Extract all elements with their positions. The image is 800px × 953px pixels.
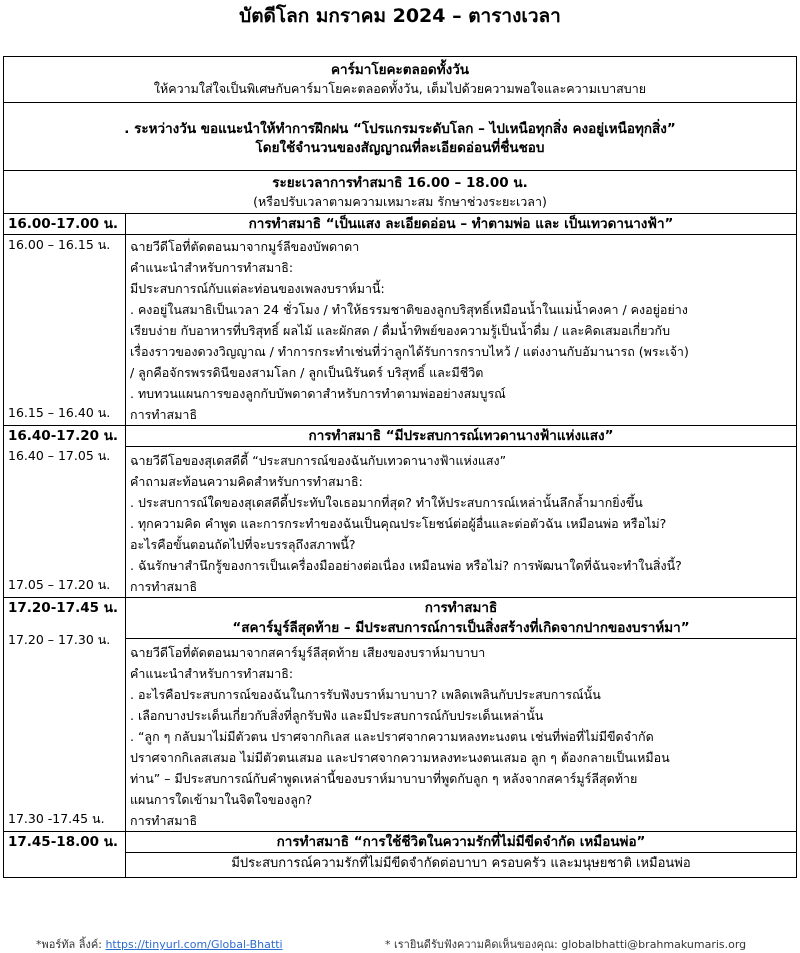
page-title: บัตดีโลก มกราคม 2024 – ตารางเวลา bbox=[239, 5, 561, 27]
session-1-end: 16.15 – 16.40 น. bbox=[8, 405, 111, 420]
session-3-content bbox=[126, 639, 797, 832]
period-note: (หรือปรับเวลาตามความเหมาะสม รักษาช่วงระยะเวลา) bbox=[253, 194, 547, 209]
session-3-header bbox=[4, 598, 797, 639]
intro-row bbox=[4, 57, 797, 103]
session-3-start: 17.20 – 17.30 น. bbox=[8, 632, 111, 647]
session-line: ฉายวีดีโอที่ตัดตอนมาจากสคาร์มูร์ลีสุดท้าย เสียงของบราห์มาบาบา bbox=[130, 645, 486, 660]
session-1-time: 16.00-17.00 น. bbox=[4, 214, 126, 235]
session-2-time: 16.40-17.20 น. bbox=[8, 428, 119, 444]
session-line: . คงอยู่ในสมาธิเป็นเวลา 24 ชั่วโมง / ทำให้ธรรมชาติของลูกบริสุทธิ์เหมือนน้ำในแม่น้ำคงคา / คงอยู่อย่าง bbox=[130, 302, 688, 317]
session-4-time: 17.45-18.00 น. bbox=[4, 832, 126, 878]
period-heading: ระยะเวลาการทำสมาธิ 16.00 – 18.00 น. bbox=[272, 175, 528, 191]
session-line: . เลือกบางประเด็นเกี่ยวกับสิ่งที่ลูกรับฟัง และมีประสบการณ์กับประเด็นเหล่านั้น bbox=[130, 708, 544, 723]
session-4-header bbox=[4, 832, 797, 853]
session-line: การทำสมาธิ bbox=[130, 579, 198, 594]
footer-feedback: * เรายินดีรับฟังความคิดเห็นของคุณ: globalbhatti@brahmakumaris.org bbox=[385, 938, 747, 951]
practice-row bbox=[4, 103, 797, 171]
period-row bbox=[4, 171, 797, 214]
session-1-start: 16.00 – 16.15 น. bbox=[8, 237, 111, 252]
session-line: ท่าน” – มีประสบการณ์กับคำพูดเหล่านี้ของบราห์มาบาบาที่พูดกับลูก ๆ หลังจากสคาร์มูร์ลีสุดท้าย bbox=[130, 771, 638, 786]
session-3-title: การทำสมาธิ bbox=[424, 600, 498, 616]
session-line: คำถามสะท้อนความคิดสำหรับการทำสมาธิ: bbox=[130, 474, 363, 489]
session-3-title-cell bbox=[126, 598, 797, 639]
session-line: . ประสบการณ์ใดของสุเดสดีดี้ประทับใจเธอมากที่สุด? ทำให้ประสบการณ์เหล่านั้นลึกล้ำมากยิ่งขึ้น bbox=[130, 495, 643, 510]
session-line: / ลูกคือจักรพรรดินีของสามโลก / ลูกเป็นนิรันดร์ บริสุทธิ์ และมีชีวิต bbox=[130, 365, 484, 380]
session-line: ฉายวีดีโอของสุเดสดีดี้ “ประสบการณ์ของฉันกับเทวดานางฟ้าแห่งแสง” bbox=[130, 453, 507, 468]
session-line: เรียบง่าย กับอาหารที่บริสุทธิ์ ผลไม้ และผักสด / ดื่มน้ำทิพย์ของความรู้เป็นน้ำดื่ม / และคิดเสมอเกี่ยวกับ bbox=[130, 323, 671, 338]
session-3-end: 17.30 -17.45 น. bbox=[8, 811, 105, 826]
session-3-subtitle: “สคาร์มูร์ลีสุดท้าย – มีประสบการณ์การเป็นสิ่งสร้างที่เกิดจากปากของบราห์มา” bbox=[232, 620, 690, 636]
portal-link[interactable]: https://tinyurl.com/Global-Bhatti bbox=[105, 938, 283, 951]
session-1-content bbox=[126, 235, 797, 426]
session-line: ฉายวีดีโอที่ตัดตอนมาจากมูร์ลีของบัพดาดา bbox=[130, 239, 360, 254]
practice-line-2: โดยใช้จำนวนของสัญญาณที่ละเอียดอ่อนที่ชื่นชอบ bbox=[255, 140, 545, 156]
session-4-title: การทำสมาธิ “การใช้ชีวิตในความรักที่ไม่มีขีดจำกัด เหมือนพ่อ” bbox=[126, 832, 797, 853]
session-line: . อะไรคือประสบการณ์ของฉันในการรับฟังบราห์มาบาบา? เพลิดเพลินกับประสบการณ์นั้น bbox=[130, 687, 601, 702]
session-line: เรื่องราวของดวงวิญญาณ / ทำการกระทำเช่นที่ว่าลูกได้รับการกราบไหว้ / แต่งงานกับอัมานารถ (พระเจ้า) bbox=[130, 344, 689, 359]
intro-line: ให้ความใส่ใจเป็นพิเศษกับคาร์มาโยคะตลอดทั้งวัน, เต็มไปด้วยความพอใจและความเบาสบาย bbox=[153, 81, 647, 96]
session-line: คำแนะนำสำหรับการทำสมาธิ: bbox=[130, 666, 294, 681]
session-line: มีประสบการณ์กับแต่ละท่อนของเพลงบราห์มานี้: bbox=[130, 281, 385, 296]
session-3-times bbox=[4, 598, 126, 832]
session-1-title: การทำสมาธิ “เป็นแสง ละเอียดอ่อน – ทำตามพ่อ และ เป็นเทวดานางฟ้า” bbox=[126, 214, 797, 235]
session-line: การทำสมาธิ bbox=[130, 813, 198, 828]
practice-line-1: . ระหว่างวัน ขอแนะนำให้ทำการฝึกฝน “โปรแกรมระดับโลก – ไปเหนือทุกสิ่ง คงอยู่เหนือทุกสิ่ง” bbox=[124, 121, 676, 137]
session-line: การทำสมาธิ bbox=[130, 407, 198, 422]
session-1-header bbox=[4, 214, 797, 235]
intro-heading: คาร์มาโยคะตลอดทั้งวัน bbox=[331, 62, 469, 78]
session-line: . “ลูก ๆ กลับมาไม่มีตัวตน ปราศจากกิเลส และปราศจากความหลงทะนงตน เช่นที่พ่อที่ไม่มีขีดจำกัด bbox=[130, 729, 654, 744]
session-line: . ทบทวนแผนการของลูกกับบัพดาดาสำหรับการทำตามพ่ออย่างสมบูรณ์ bbox=[130, 386, 506, 401]
session-4-closing: มีประสบการณ์ความรักที่ไม่มีขีดจำกัดต่อบาบา ครอบครัว และมนุษยชาติ เหมือนพ่อ bbox=[126, 853, 797, 878]
footer-portal-label: *พอร์ทัล ลิ้งค์: bbox=[36, 938, 106, 951]
footer-portal bbox=[36, 935, 283, 953]
session-1-times bbox=[4, 235, 126, 426]
session-2-times bbox=[4, 426, 126, 598]
session-2-content bbox=[126, 447, 797, 598]
session-line: ปราศจากกิเลสเสมอ ไม่มีตัวตนเสมอ และปราศจากความหลงทะนงตนเสมอ ลูก ๆ ต้องกลายเป็นเหมือน bbox=[130, 750, 670, 765]
session-1-body bbox=[4, 235, 797, 426]
session-2-end: 17.05 – 17.20 น. bbox=[8, 577, 111, 592]
schedule-table bbox=[3, 56, 797, 878]
session-2-start: 16.40 – 17.05 น. bbox=[8, 448, 111, 463]
session-2-header bbox=[4, 426, 797, 447]
session-line: อะไรคือขั้นตอนถัดไปที่จะบรรลุถึงสภาพนี้? bbox=[130, 537, 356, 552]
session-line: . ฉันรักษาสำนึกรู้ของการเป็นเครื่องมืออย่างต่อเนื่อง เหมือนพ่อ หรือไม่? การพัฒนาใดที่ฉันจะทำในสิ่งนี้? bbox=[130, 558, 682, 573]
session-line: . ทุกความคิด คำพูด และการกระทำของฉันเป็นคุณประโยชน์ต่อผู้อื่นและต่อตัวฉัน เหมือนพ่อ หรือไม่? bbox=[130, 516, 667, 531]
session-line: แผนการใดเข้ามาในจิตใจของลูก? bbox=[130, 792, 313, 807]
session-line: คำแนะนำสำหรับการทำสมาธิ: bbox=[130, 260, 294, 275]
session-3-time: 17.20-17.45 น. bbox=[8, 600, 119, 616]
session-2-title: การทำสมาธิ “มีประสบการณ์เทวดานางฟ้าแห่งแสง” bbox=[126, 426, 797, 447]
